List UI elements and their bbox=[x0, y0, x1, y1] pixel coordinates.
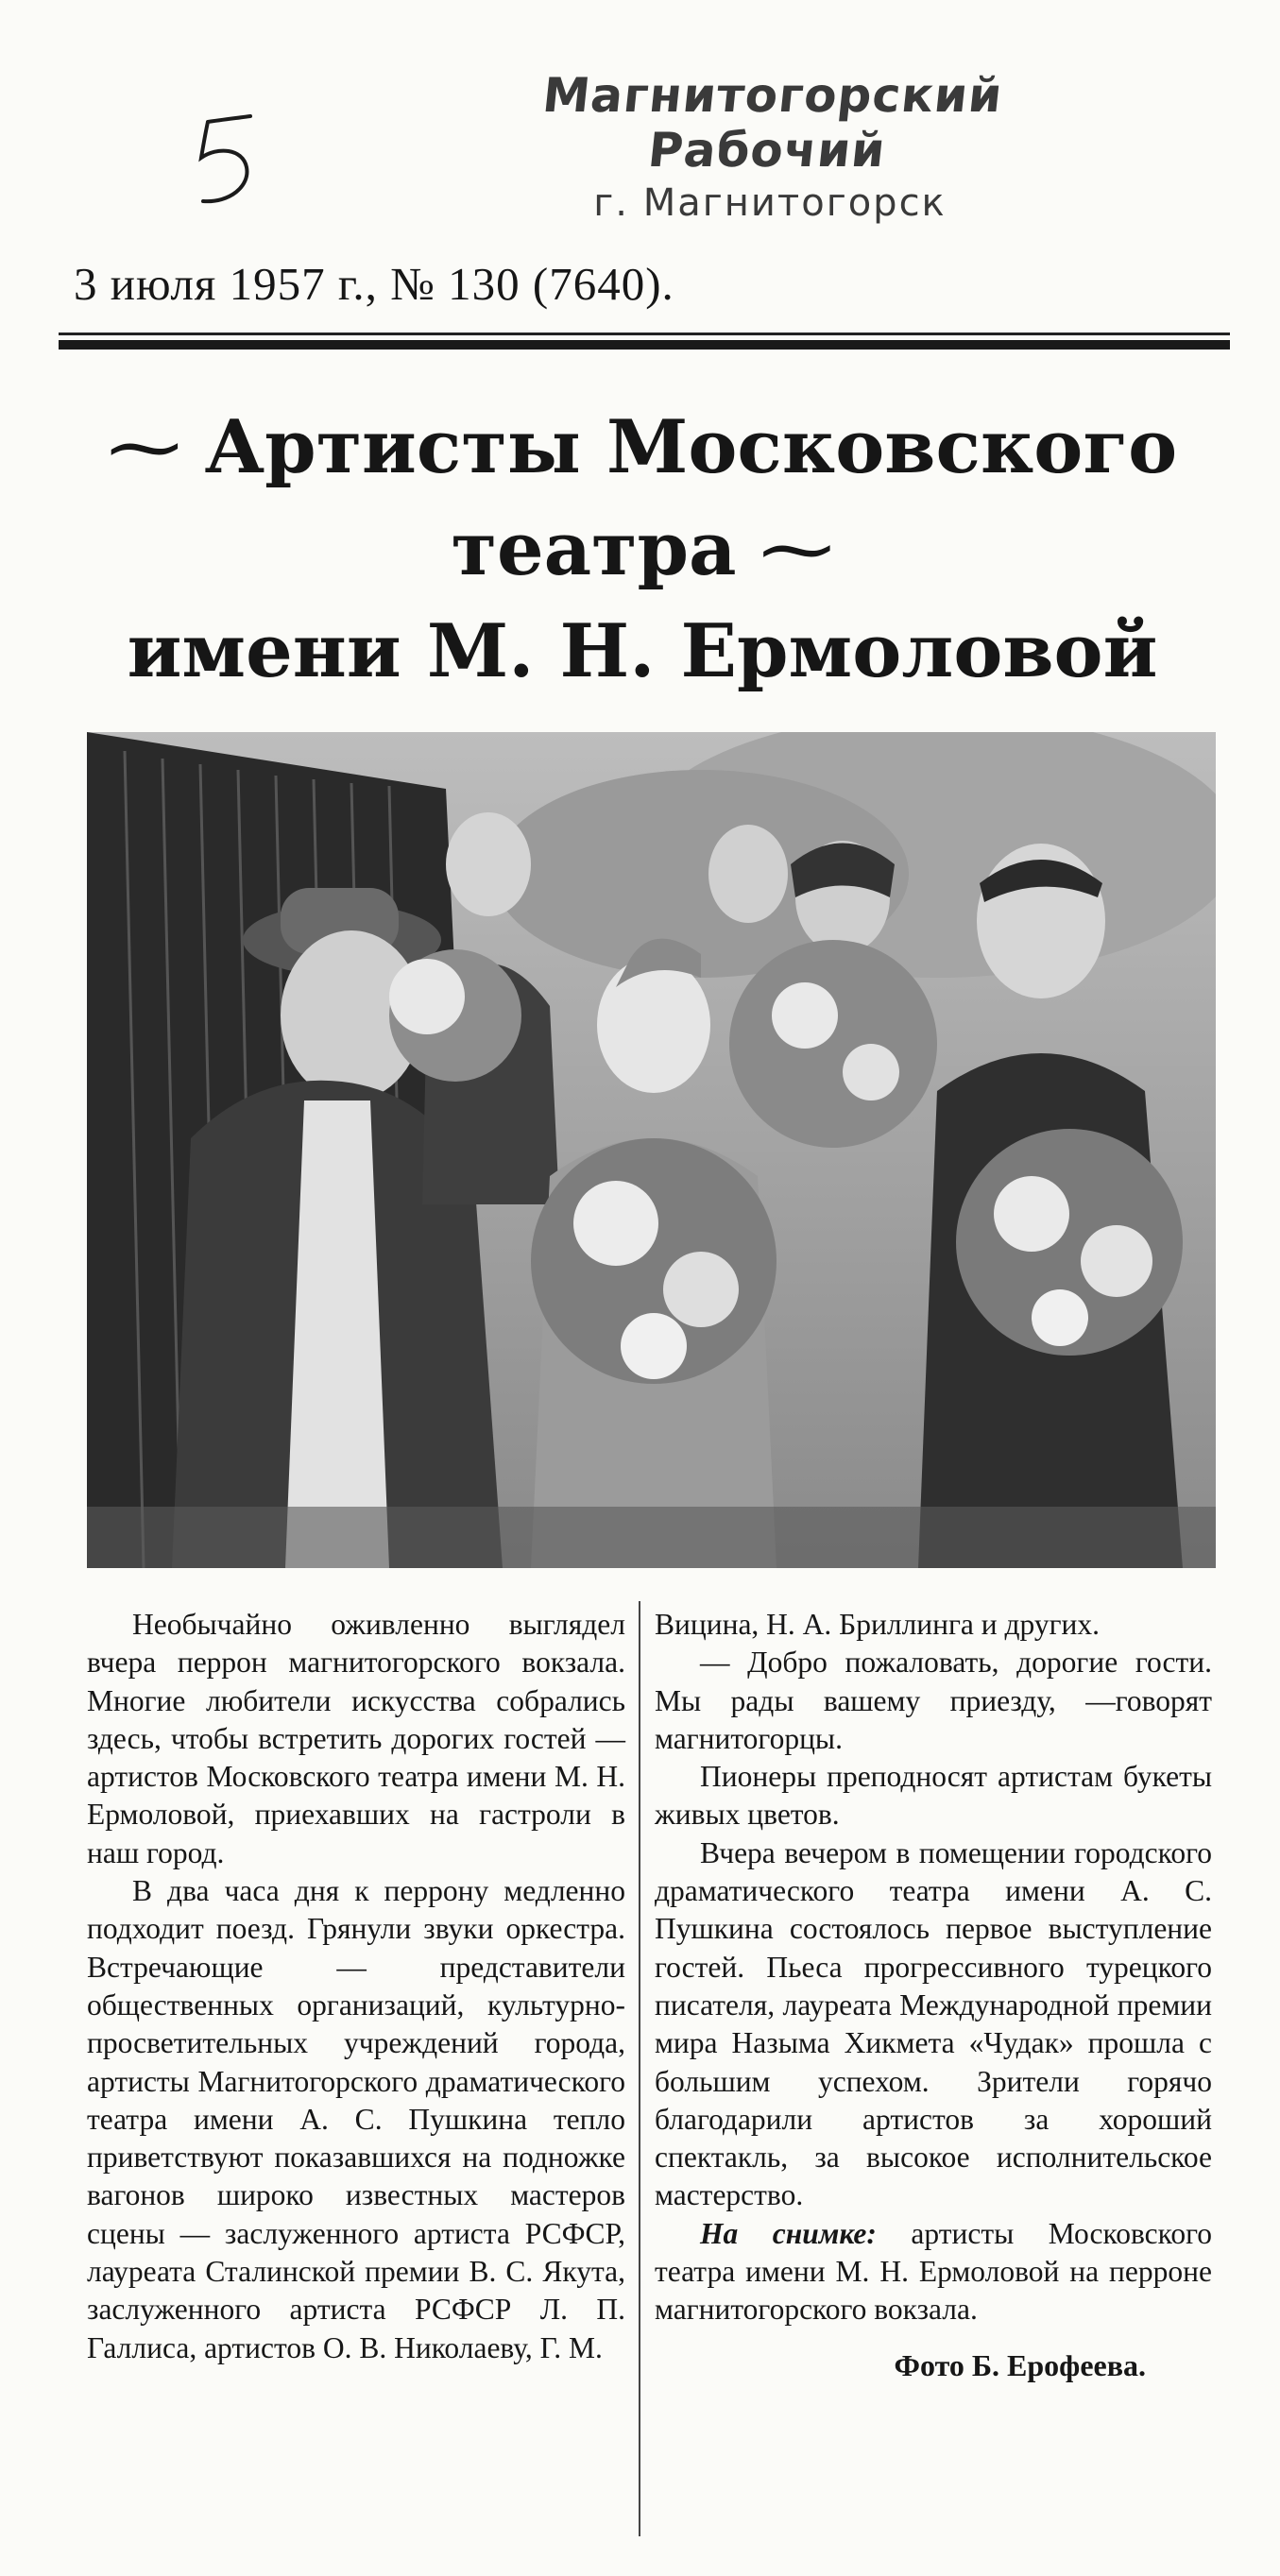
ornament-left-icon: ⁓ bbox=[107, 405, 205, 490]
handwritten-mark-icon bbox=[184, 109, 274, 213]
header-rule-thin bbox=[59, 333, 1230, 335]
header-rule-thick bbox=[59, 340, 1230, 350]
article-photo bbox=[87, 732, 1216, 1568]
platform-photo-illustration bbox=[87, 732, 1216, 1568]
column-divider bbox=[639, 1601, 640, 2536]
paragraph: Пионеры преподносят артистам букеты живых цветов. bbox=[655, 1760, 1212, 1832]
paragraph: Необычайно оживленно выглядел вчера перрон магнитогорского вокзала. Многие любители искусства собрались здесь, чтобы встретить дорогих гостей — артистов Московского театра имени М. Н. Ермоловой, приехавших на гастроли в наш город. bbox=[87, 1608, 625, 1869]
archive-stamp bbox=[524, 68, 1015, 225]
paragraph: Вицина, Н. А. Бриллинга и других. bbox=[655, 1608, 1101, 1641]
headline-line-1: ⁓ Артисты Московского театра ⁓ bbox=[107, 404, 1178, 592]
issue-dateline: 3 июля 1957 г., № 130 (7640). bbox=[74, 258, 674, 310]
photo-credit: Фото Б. Ерофеева. bbox=[894, 2347, 1146, 2382]
article-column-left bbox=[87, 1606, 625, 2367]
paragraph: Вчера вечером в помещении городского драматического театра имени А. С. Пушкина состоялось первое выступление гостей. Пьеса прогрессивного турецкого писателя, лауреата Международной премии мира Назыма Хикмета «Чудак» прошла с большим успехом. Зрители горячо благодарили артистов за хороший спектакль, за высокое исполнительское мастерство. bbox=[655, 1835, 1212, 2212]
stamp-newspaper-name: Магнитогорский Рабочий bbox=[539, 68, 1006, 178]
paragraph: В два часа дня к перрону медленно подходит поезд. Грянули звуки оркестра. Встречающие — представители общественных организаций, культурно-просветительных учреждений города, артисты Магнитогорского драматического театра имени А. С. Пушкина тепло приветствуют показавшихся на подножке вагонов широко известных мастеров сцены — заслуженного артиста РСФСР, лауреата Сталинской премии В. С. Якута, заслуженного артиста РСФСР Л. П. Галлиса, артистов О. В. Николаеву, Г. М. bbox=[87, 1874, 625, 2364]
caption-text: артисты Московского театра имени М. Н. Ермоловой на перроне магнитогорского вокзала. bbox=[655, 2216, 1212, 2327]
article-column-right bbox=[655, 1606, 1212, 2384]
ornament-right-icon: ⁓ bbox=[736, 507, 834, 592]
stamp-city: г. Магнитогорск bbox=[593, 181, 947, 225]
photo-caption bbox=[655, 2215, 1212, 2329]
caption-label: На снимке: bbox=[700, 2216, 877, 2250]
paragraph: — Добро пожаловать, дорогие гости. Мы рады вашему приезду, —говорят магнитогорцы. bbox=[655, 1646, 1212, 1755]
headline-line-2: имени М. Н. Ермоловой bbox=[127, 608, 1158, 694]
